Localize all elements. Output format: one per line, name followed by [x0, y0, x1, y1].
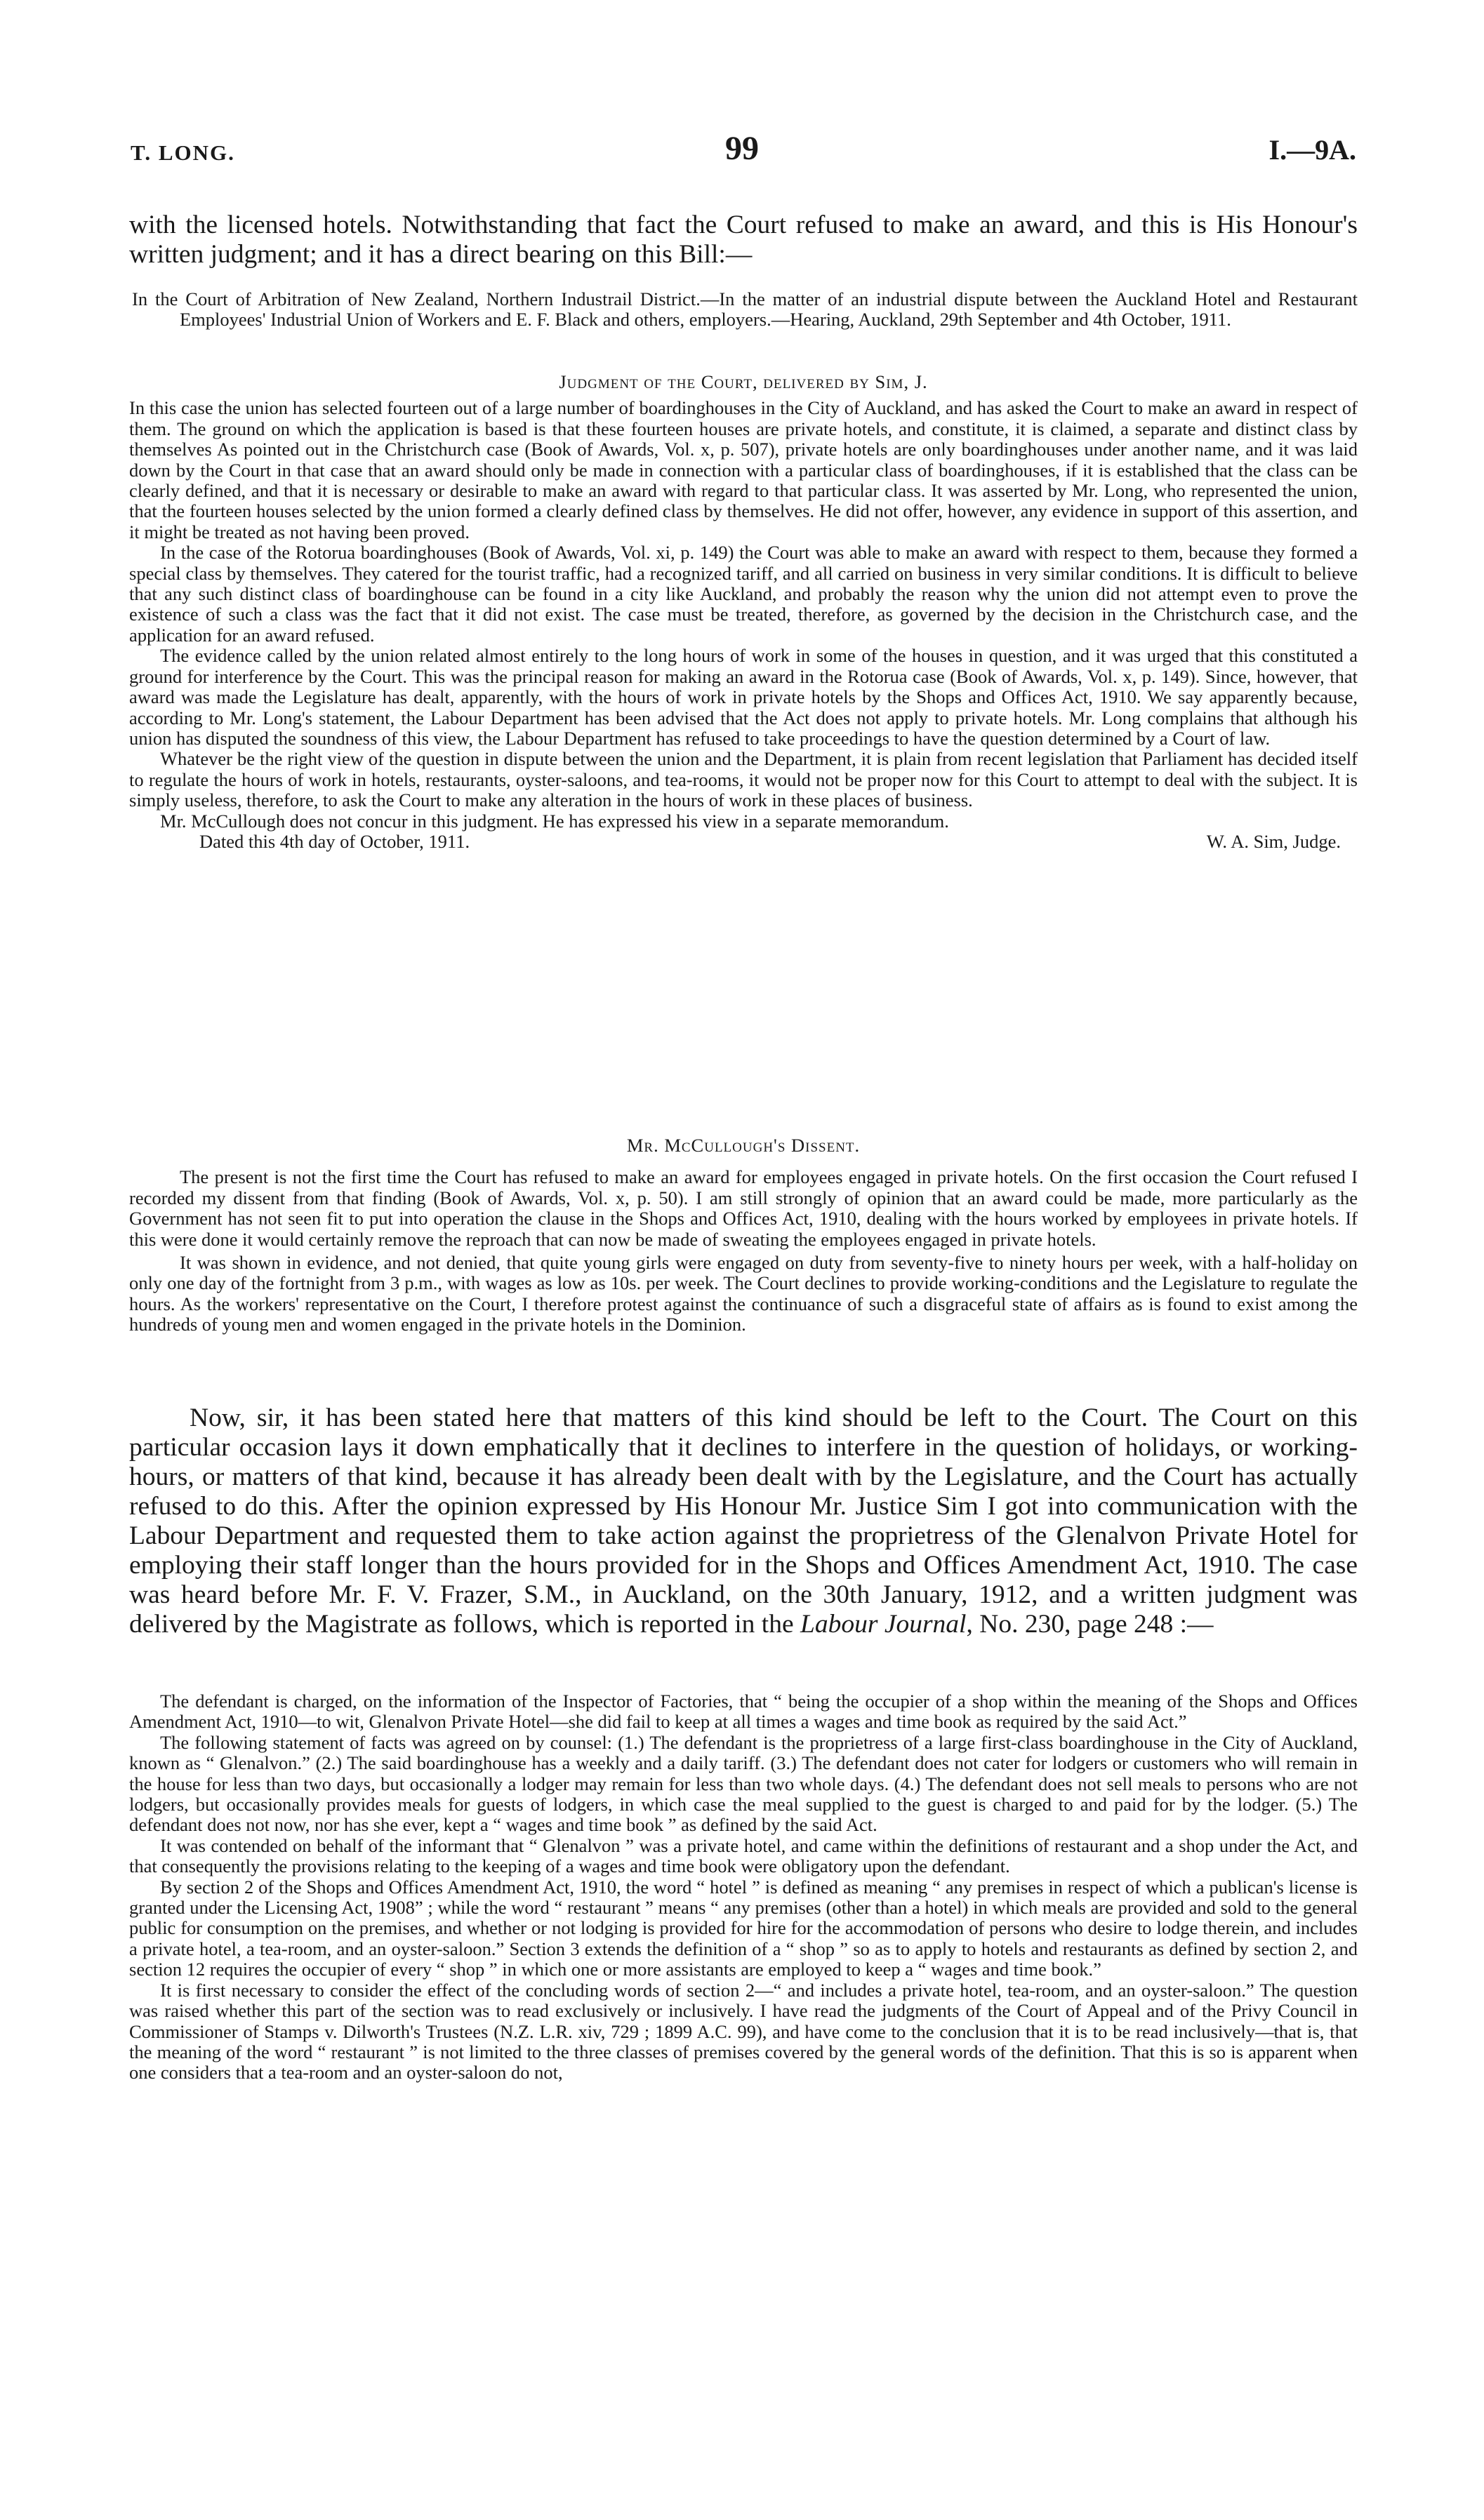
- magistrate-block: [129, 1691, 1358, 2084]
- case-caption-block: [129, 289, 1358, 331]
- speech-paragraph: [129, 1404, 1358, 1639]
- judgment-block: [129, 372, 1358, 852]
- intro-paragraph: with the licensed hotels. Notwithstanding that fact the Court refused to make an award, and this is His Honour's written judgment; and it has a direct bearing on this Bill:—: [129, 211, 1358, 269]
- date-signature-line: [129, 832, 1358, 852]
- judgment-paragraph-5: Mr. McCullough does not concur in this judgment. He has expressed his view in a separate memorandum.: [160, 810, 949, 832]
- running-head-author: T. LONG.: [131, 140, 235, 165]
- journal-title: Labour Journal: [800, 1610, 967, 1639]
- speech-block: [129, 1404, 1358, 1639]
- magistrate-paragraph-2: The following statement of facts was agreed on by counsel: (1.) The defendant is the proprietress of a large first-class boardinghouse in the City of Auckland, known as “ Glenalvon.” (2.) The said boardinghouse has a weekly and a daily tariff. (3.) The defendant does not cater for lodgers or customers who will remain in the house for less than two days, but occasionally a lodger may remain for less than two whole days. (4.) The defendant does not sell meals to persons who are not lodgers, but occasionally provides meals for guests of lodgers, in which case the meal supplied to the guest is charged to and paid for by the lodger. (5.) The defendant does not now, nor has she ever, kept a “ wages and time book ” as defined by the said Act.: [129, 1731, 1358, 1836]
- speech-tail: , No. 230, page 248 :—: [966, 1610, 1214, 1639]
- magistrate-paragraph-1: The defendant is charged, on the information of the Inspector of Factories, that “ being the occupier of a shop within the meaning of the Shops and Offices Amendment Act, 1910—to wit, Glenalvon Private Hotel—she did fail to keep at all times a wages and time book as required by the said Act.”: [129, 1691, 1358, 1733]
- judgment-heading: Judgment of the Court, delivered by Sim, J.: [559, 371, 928, 392]
- intro-block: [129, 211, 1358, 269]
- magistrate-paragraph-4: By section 2 of the Shops and Offices Amendment Act, 1910, the word “ hotel ” is defined as meaning “ any premises in respect of which a publican's license is granted under the Licensing Act, 1908” ; while the word “ restaurant ” means “ any premises (other than a hotel) in which meals are provided and sold to the general public for consumption on the premises, and whether or not lodging is provided for hire for the accommodation of persons who desire to lodge therein, and includes a private hotel, a tea-room, and an oyster-saloon.” Section 3 extends the definition of a “ shop ” so as to apply to hotels and restaurants as defined by section 2, and section 12 requires the occupier of every “ shop ” in which one or more assistants are employed to keep a “ wages and time book.”: [129, 1876, 1358, 1980]
- paper-reference: I.—9A.: [1268, 134, 1356, 166]
- dissent-block: [129, 1135, 1358, 1335]
- page-number: 99: [725, 130, 759, 167]
- dissent-paragraph-2: It was shown in evidence, and not denied, that quite young girls were engaged on duty from seventy-five to ninety hours per week, with a half-holiday on only one day of the fortnight from 3 p.m., with wages as low as 10s. per week. The Court declines to provide working-conditions and the Legislature to regulate the hours. As the workers' representative on the Court, I therefore protest against the continuance of such a disgraceful state of affairs as is found to exist among the hundreds of young men and women engaged in the private hotels in the Dominion.: [129, 1252, 1358, 1335]
- case-caption: In the Court of Arbitration of New Zealand, Northern Industrail District.—In the matter of an industrial dispute between the Auckland Hotel and Restaurant Employees' Industrial Union of Workers and E. F. Black and others, employers.—Hearing, Auckland, 29th September and 4th October, 1911.: [132, 288, 1358, 331]
- magistrate-paragraph-5: It is first necessary to consider the effect of the concluding words of section 2—“ and includes a private hotel, tea-room, and an oyster-saloon.” The question was raised whether this part of the section was to read exclusively or inclusively. I have read the judgments of the Court of Appeal and of the Privy Council in Commissioner of Stamps v. Dilworth's Trustees (N.Z. L.R. xiv, 729 ; 1899 A.C. 99), and have come to the conclusion that it is to be read inclusively—that is, that the meaning of the word “ restaurant ” is not limited to the three classes of premises covered by the general words of the definition. That this is so is apparent when one considers that a tea-room and an oyster-saloon do not,: [129, 1979, 1358, 2084]
- magistrate-paragraph-3: It was contended on behalf of the informant that “ Glenalvon ” was a private hotel, and came within the definitions of restaurant and a shop under the Act, and that consequently the provisions relating to the keeping of a wages and time book were obligatory upon the defendant.: [129, 1834, 1358, 1877]
- judgment-paragraph-4: Whatever be the right view of the question in dispute between the union and the Department, it is plain from recent legislation that Parliament has decided itself to regulate the hours of work in hotels, restaurants, oyster-saloons, and tea-rooms, it would not be proper now for this Court to attempt to deal with the subject. It is simply useless, therefore, to ask the Court to make any alteration in the hours of work in these places of business.: [129, 748, 1358, 811]
- speech-text: Now, sir, it has been stated here that matters of this kind should be left to the Court. The Court on this particular occasion lays it down emphatically that it declines to interfere in the question of holidays, or working-hours, or matters of that kind, because it has already been dealt with by the Legislature, and the Court has actually refused to do this. After the opinion expressed by His Honour Mr. Justice Sim I got into communication with the Labour Department and requested them to take action against the proprietress of the Glenalvon Private Hotel for employing their staff longer than the hours provided for in the Shops and Offices Amendment Act, 1910. The case was heard before Mr. F. V. Frazer, S.M., in Auckland, on the 30th January, 1912, and a written judgment was delivered by the Magistrate as follows, which is reported in the: [129, 1404, 1358, 1639]
- dated-line: Dated this 4th day of October, 1911.: [199, 830, 470, 852]
- dissent-heading: Mr. McCullough's Dissent.: [626, 1135, 861, 1156]
- judge-signature: W. A. Sim, Judge.: [1206, 830, 1341, 852]
- judgment-paragraph-1: In this case the union has selected fourteen out of a large number of boardinghouses in the City of Auckland, and has asked the Court to make an award in respect of them. The ground on which the application is based is that these fourteen houses are private hotels, and constitute, it is claimed, a separate and distinct class by themselves As pointed out in the Christchurch case (Book of Awards, Vol. x, p. 507), private hotels are only boardinghouses under another name, and it was laid down by the Court in that case that an award should only be made in connection with a particular class of boardinghouses, if it is established that the class can be clearly defined, and that it is necessary or desirable to make an award with regard to that particular class. It was asserted by Mr. Long, who represented the union, that the fourteen houses selected by the union formed a clearly defined class by themselves. He did not offer, however, any evidence in support of this assertion, and it might be treated as not having been proved.: [129, 397, 1358, 542]
- judgment-paragraph-2: In the case of the Rotorua boardinghouses (Book of Awards, Vol. xi, p. 149) the Court was able to make an award with respect to them, because they formed a special class by themselves. They catered for the tourist traffic, had a recognized tariff, and all carried on business in very similar conditions. It is difficult to believe that any such distinct class of boardinghouse can be found in a city like Auckland, and probably the reason why the union did not attempt even to prove the existence of such a class was the fact that it did not exist. The case must be treated, therefore, as governed by the decision in the Christchurch case, and the application for an award refused.: [129, 542, 1358, 646]
- dissent-paragraph-1: The present is not the first time the Court has refused to make an award for employees engaged in private hotels. On the first occasion the Court refused I recorded my dissent from that finding (Book of Awards, Vol. x, p. 50). I am still strongly of opinion that an award could be made, more particularly as the Government has not seen fit to put into operation the clause in the Shops and Offices Act, 1910, dealing with the hours worked by employees in private hotels. If this were done it would certainly remove the reproach that can now be made of sweating the employees engaged in private hotels.: [129, 1166, 1358, 1250]
- judgment-paragraph-3: The evidence called by the union related almost entirely to the long hours of work in some of the houses in question, and it was urged that this constituted a ground for interference by the Court. This was the principal reason for making an award in the Rotorua case (Book of Awards, Vol. x, p. 149). Since, however, that award was made the Legislature has dealt, apparently, with the hours of work in private hotels by the Shops and Offices Act, 1910. We say apparently because, according to Mr. Long's statement, the Labour Department has been advised that the Act does not apply to private hotels. Mr. Long complains that although his union has disputed the soundness of this view, the Labour Department has refused to take proceedings to have the question determined by a Court of law.: [129, 645, 1358, 749]
